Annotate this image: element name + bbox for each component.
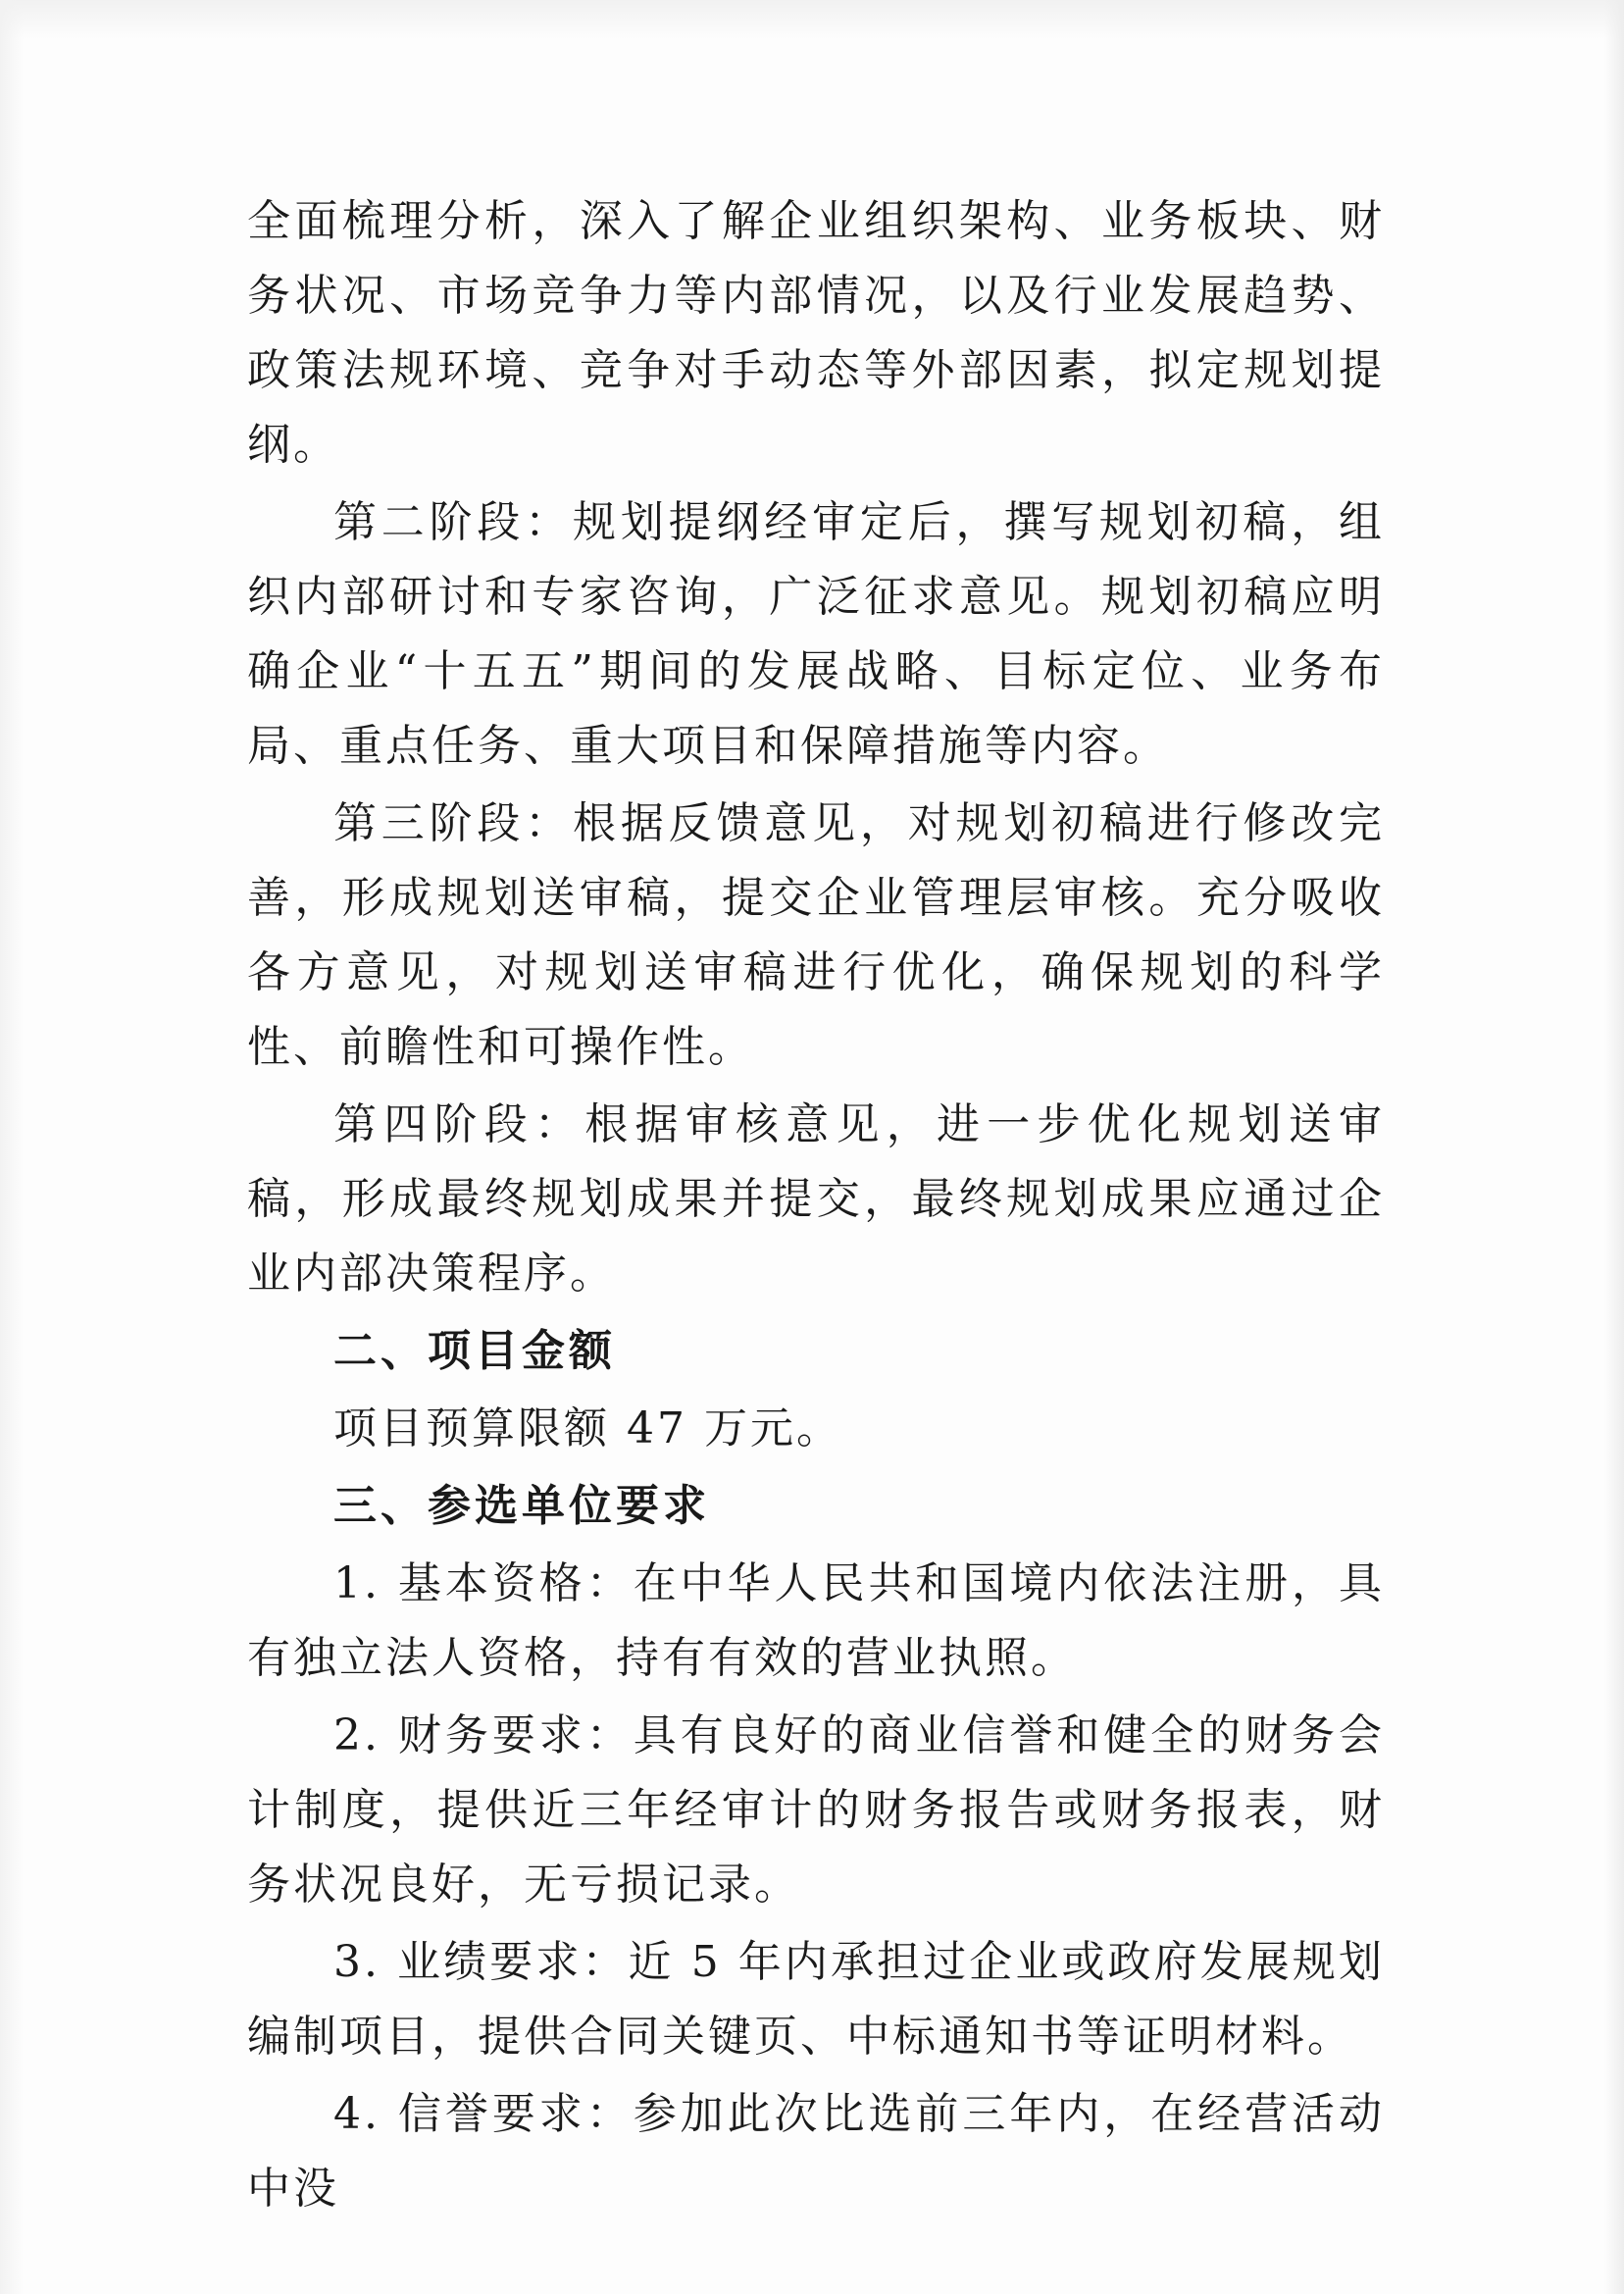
- section-heading-project-amount: 二、项目金额: [333, 1326, 616, 1376]
- requirement-financial: 2. 财务要求：具有良好的商业信誉和健全的财务会计制度，提供近三年经审计的财务报告或财务报表，财务状况良好，无亏损记录。: [247, 1710, 1385, 1910]
- requirement-performance: 3. 业绩要求：近 5 年内承担过企业或政府发展规划编制项目，提供合同关键页、中标通知书等证明材料。: [247, 1937, 1385, 2062]
- section-heading-bidder-requirements: 三、参选单位要求: [333, 1481, 710, 1531]
- paragraph-budget: 项目预算限额 47 万元。: [333, 1403, 842, 1453]
- scan-shadow-left: [0, 0, 24, 2294]
- document-body: [247, 184, 1385, 2229]
- paragraph-stage-two: 第二阶段：规划提纲经审定后，撰写规划初稿，组织内部研讨和专家咨询，广泛征求意见。规划初稿应明确企业“十五五”期间的发展战略、目标定位、业务布局、重点任务、重大项目和保障措施等内容。: [247, 497, 1385, 771]
- paragraph-intro: 全面梳理分析，深入了解企业组织架构、业务板块、财务状况、市场竞争力等内部情况，以及行业发展趋势、政策法规环境、竞争对手动态等外部因素，拟定规划提纲。: [247, 196, 1385, 470]
- scan-shadow-top: [0, 0, 1624, 39]
- requirement-credit: 4. 信誉要求：参加此次比选前三年内，在经营活动中没: [247, 2089, 1385, 2214]
- scan-shadow-right: [1604, 0, 1624, 2294]
- paragraph-stage-four: 第四阶段：根据审核意见，进一步优化规划送审稿，形成最终规划成果并提交，最终规划成果应通过企业内部决策程序。: [247, 1099, 1385, 1299]
- requirement-basic-qualification: 1. 基本资格：在中华人民共和国境内依法注册，具有独立法人资格，持有有效的营业执照。: [247, 1558, 1385, 1683]
- paragraph-stage-three: 第三阶段：根据反馈意见，对规划初稿进行修改完善，形成规划送审稿，提交企业管理层审核。充分吸收各方意见，对规划送审稿进行优化，确保规划的科学性、前瞻性和可操作性。: [247, 798, 1385, 1072]
